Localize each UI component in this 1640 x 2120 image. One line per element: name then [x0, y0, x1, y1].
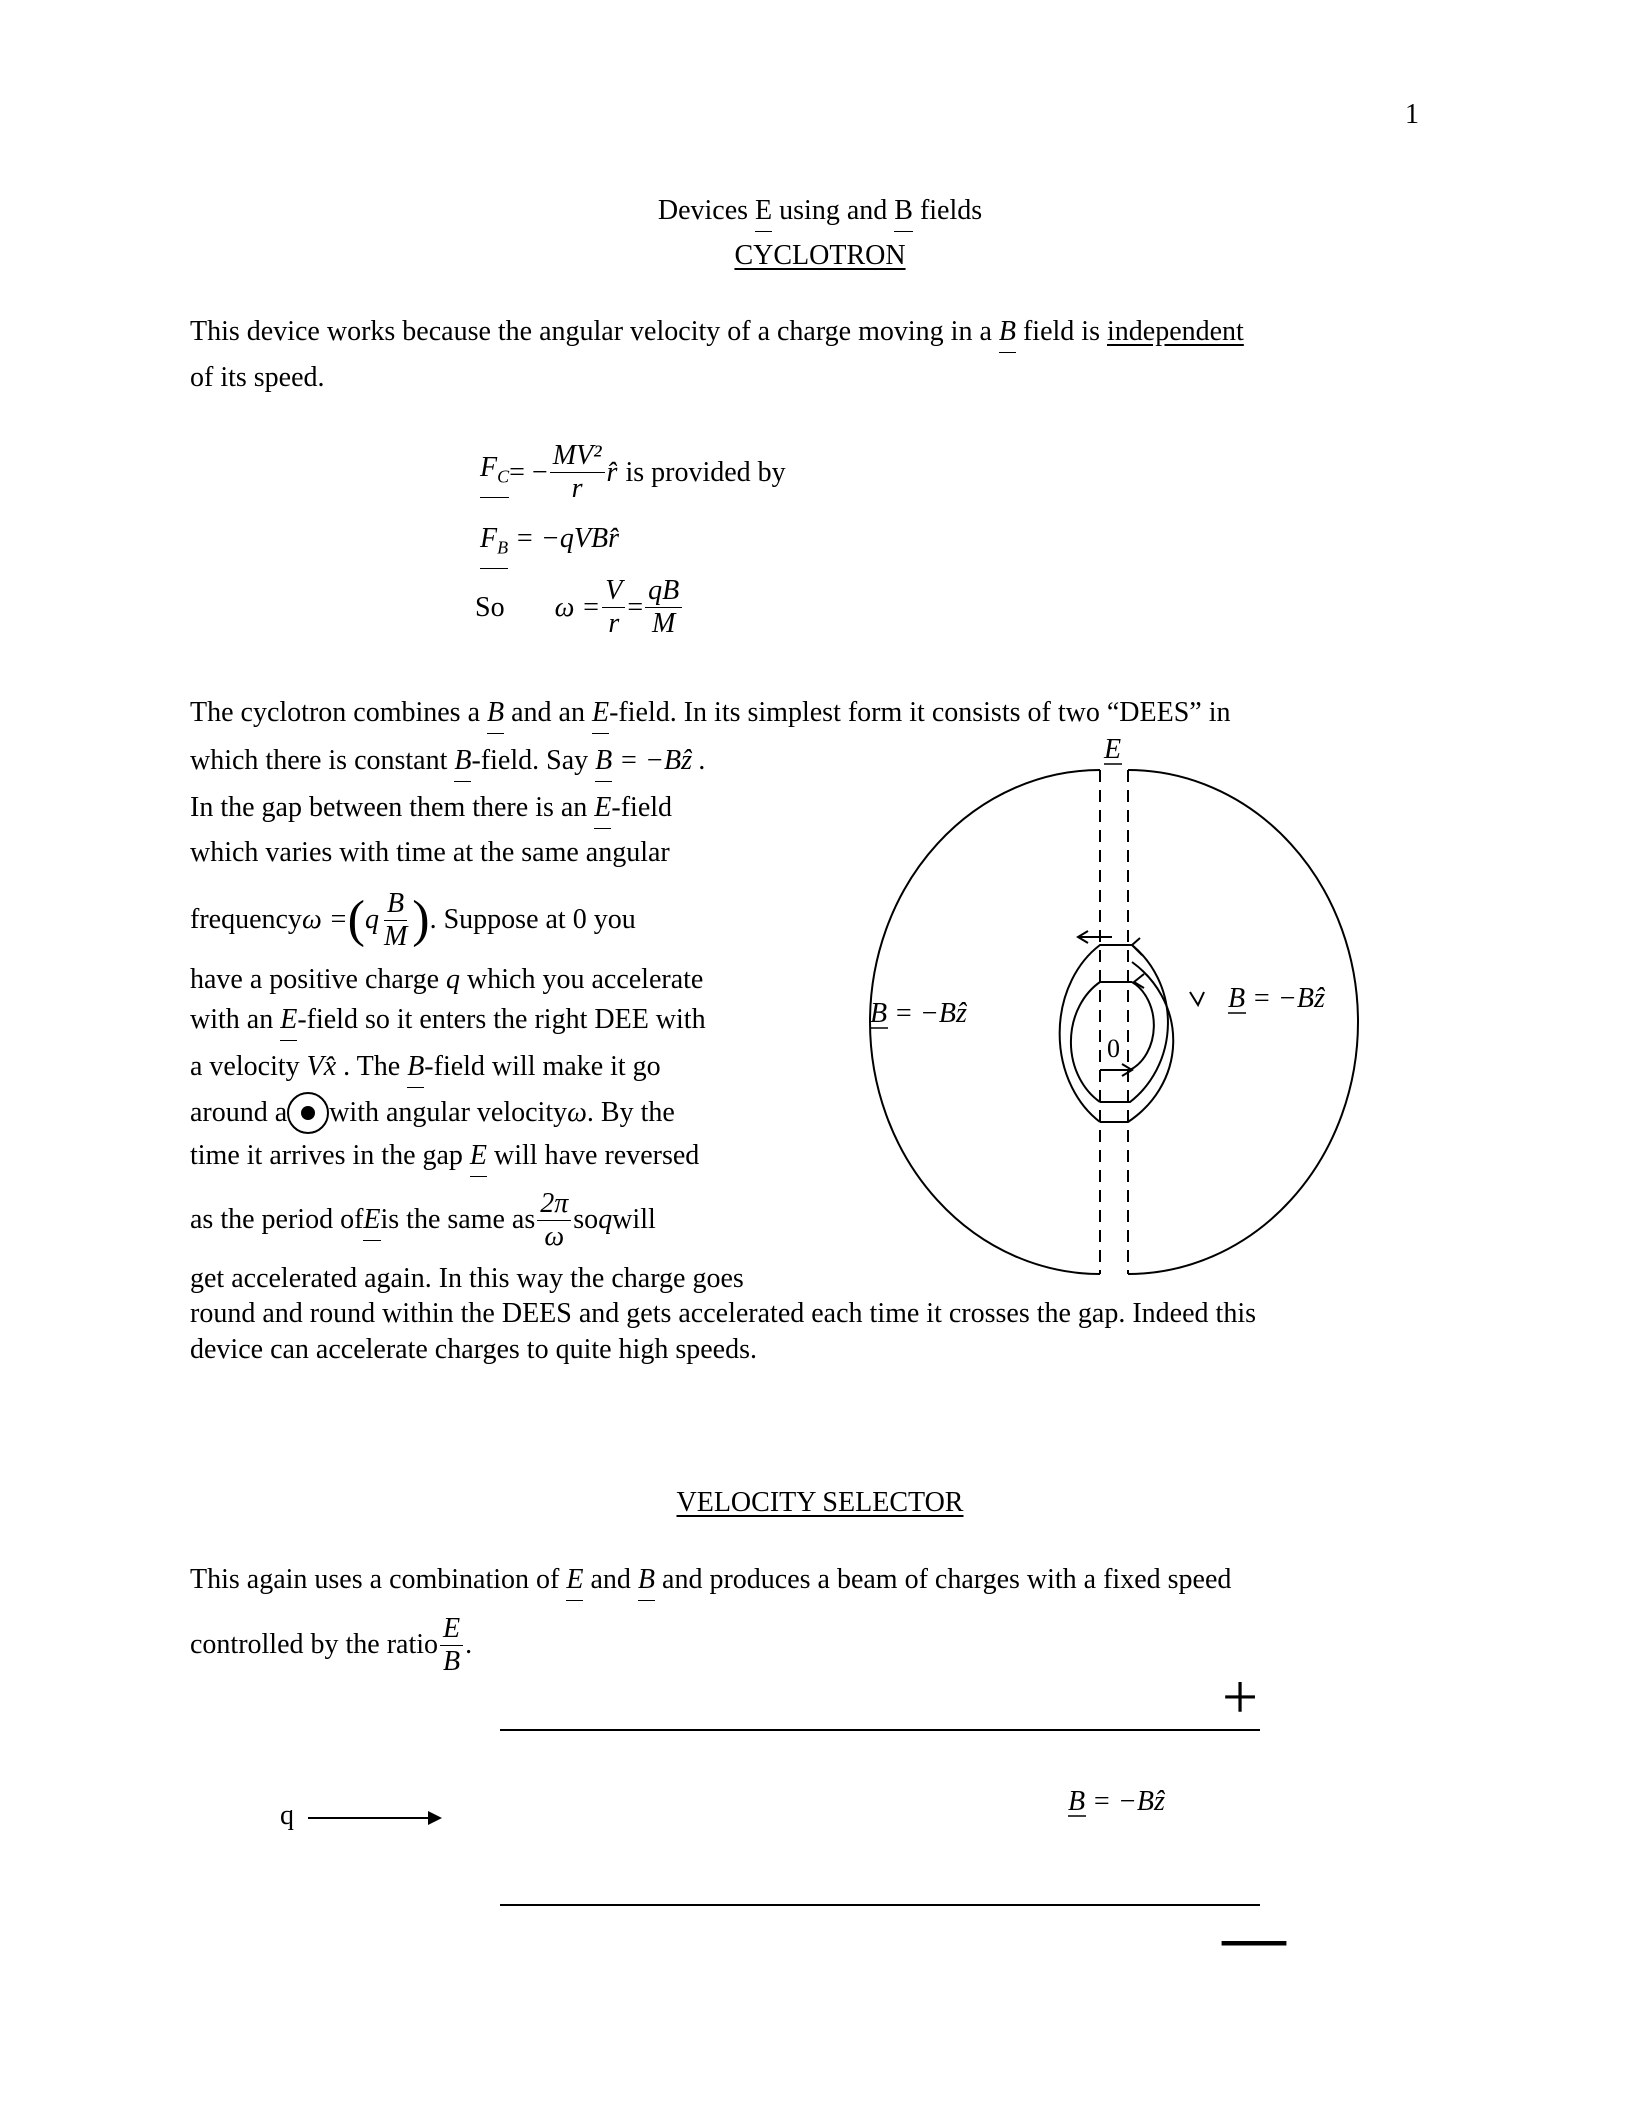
intro-line-2: of its speed. [190, 362, 325, 393]
para-line-6: have a positive charge q which you accelerate [190, 964, 704, 995]
right-dee [1128, 770, 1358, 1274]
intro-line-1: This device works because the angular velocity of a charge moving in a B field is independent [190, 316, 1244, 347]
para-line-13: round and round within the DEES and gets accelerated each time it crosses the gap. Indeed this [190, 1298, 1256, 1329]
para-line-7: with an E-field so it enters the right DEE with [190, 1004, 706, 1035]
para-line-4: which varies with time at the same angular [190, 837, 670, 868]
velocity-selector-diagram [260, 1670, 1310, 1980]
page-title: Devices E using and B fields [657, 195, 983, 226]
vs-line-2: controlled by the ratio $\frac{E}{B}$ . [190, 1612, 473, 1677]
out-of-page-circle-icon [287, 1092, 329, 1134]
plus-sign: + [1222, 1670, 1259, 1732]
charge-label: q [280, 1800, 294, 1831]
para-line-11: as the period of E is the same as $\frac{2\pi}{\omega}$ so q will [190, 1187, 656, 1252]
minus-sign: — [1222, 1901, 1286, 1972]
spiral-arrowheads [1078, 931, 1204, 1076]
para-line-5: frequency ω = ( q $\frac{B}{M}$ ) . Suppose at 0 you [190, 887, 636, 952]
equation-centripetal: $F_C$ = − $\frac{\text{MV²}}{r}$ r̂ is provided by [480, 440, 786, 504]
equation-magnetic-force: $F_B$ = −qVBr̂ [480, 522, 619, 565]
para-line-12: get accelerated again. In this way the charge goes [190, 1263, 744, 1294]
origin-label: 0 [1107, 1034, 1120, 1063]
para-line-9: around a with angular velocity ω . By the [190, 1092, 675, 1134]
para-line-3: In the gap between them there is an E-field [190, 792, 673, 823]
left-dee-field-label: B = −Bẑ [870, 998, 967, 1029]
para-line-10: time it arrives in the gap E will have reversed [190, 1140, 700, 1171]
para-line-8: a velocity Vx̂ . The B-field will make it go [190, 1051, 661, 1082]
vs-line-1: This again uses a combination of E and B and produces a beam of charges with a fixed speed [190, 1564, 1232, 1595]
para-line-1: The cyclotron combines a B and an E-field. In its simplest form it consists of two “DEES” in [190, 697, 1231, 728]
cyclotron-heading: CYCLOTRON [734, 240, 906, 271]
cyclotron-diagram [850, 730, 1380, 1285]
field-label: B = −Bẑ [1068, 1786, 1165, 1817]
para-line-2: which there is constant B-field. Say B = −Bẑ . [190, 745, 707, 776]
right-dee-field-label: B = −Bẑ [1228, 983, 1325, 1014]
page-number: 1 [1405, 99, 1419, 130]
para-line-14: device can accelerate charges to quite high speeds. [190, 1334, 757, 1365]
velocity-selector-heading: VELOCITY SELECTOR [676, 1487, 964, 1518]
equation-omega: So ω = $\frac{V}{r}$ = $\frac{qB}{M}$ [475, 575, 684, 640]
gap-e-label: E [1104, 734, 1122, 765]
